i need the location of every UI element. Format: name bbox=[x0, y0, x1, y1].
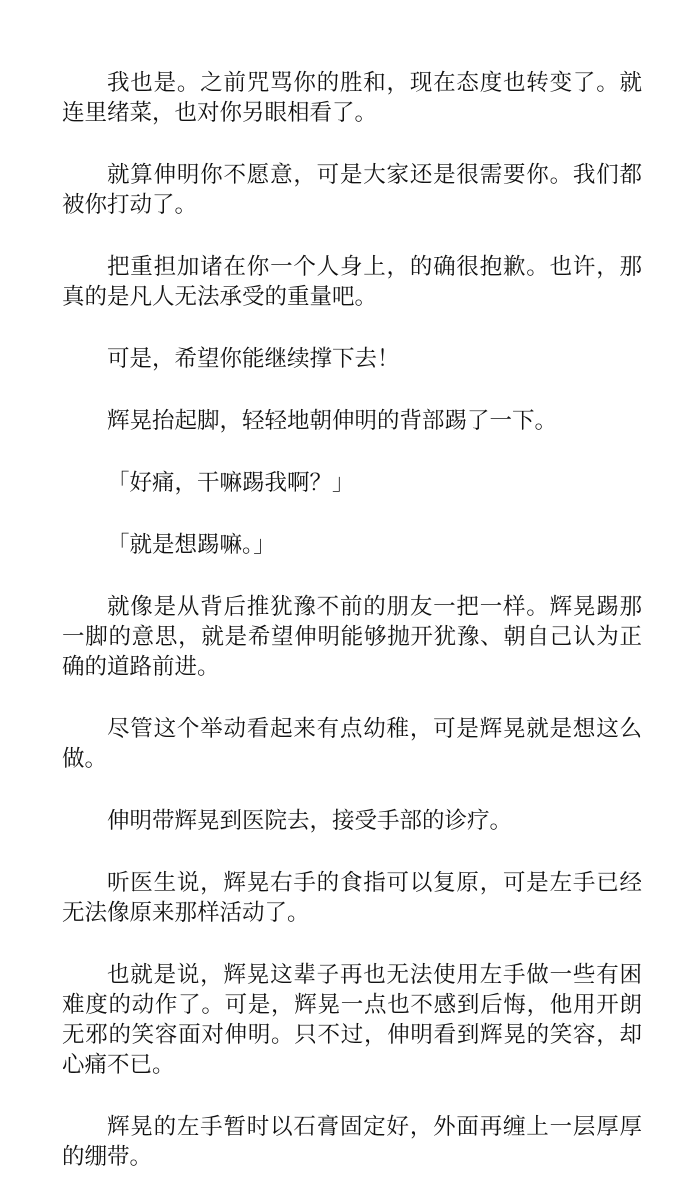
paragraph: 我也是。之前咒骂你的胜和，现在态度也转变了。就连里绪菜，也对你另眼相看了。 bbox=[62, 70, 642, 126]
paragraph: 辉晃的左手暂时以石膏固定好，外面再缠上一层厚厚的绷带。 bbox=[62, 1114, 642, 1170]
paragraph: 也就是说，辉晃这辈子再也无法使用左手做一些有困难度的动作了。可是，辉晃一点也不感到后悔，他用开朗无邪的笑容面对伸明。只不过，伸明看到辉晃的笑容，却心痛不已。 bbox=[62, 962, 642, 1078]
document-page bbox=[62, 68, 642, 1204]
paragraph: 尽管这个举动看起来有点幼稚，可是辉晃就是想这么做。 bbox=[62, 716, 642, 772]
dialogue-line: 「就是想踢嘛。」 bbox=[107, 532, 276, 558]
paragraph: 可是，希望你能继续撑下去！ bbox=[107, 346, 400, 372]
paragraph: 就像是从背后推犹豫不前的朋友一把一样。辉晃踢那一脚的意思，就是希望伸明能够抛开犹豫、朝自己认为正确的道路前进。 bbox=[62, 594, 642, 680]
dialogue-line: 「好痛，干嘛踢我啊？」 bbox=[107, 470, 355, 496]
paragraph: 辉晃抬起脚，轻轻地朝伸明的背部踢了一下。 bbox=[107, 408, 558, 434]
paragraph: 伸明带辉晃到医院去，接受手部的诊疗。 bbox=[107, 808, 513, 834]
paragraph: 就算伸明你不愿意，可是大家还是很需要你。我们都被你打动了。 bbox=[62, 162, 642, 218]
paragraph: 听医生说，辉晃右手的食指可以复原，可是左手已经无法像原来那样活动了。 bbox=[62, 870, 642, 926]
paragraph: 把重担加诸在你一个人身上，的确很抱歉。也许，那真的是凡人无法承受的重量吧。 bbox=[62, 254, 642, 310]
